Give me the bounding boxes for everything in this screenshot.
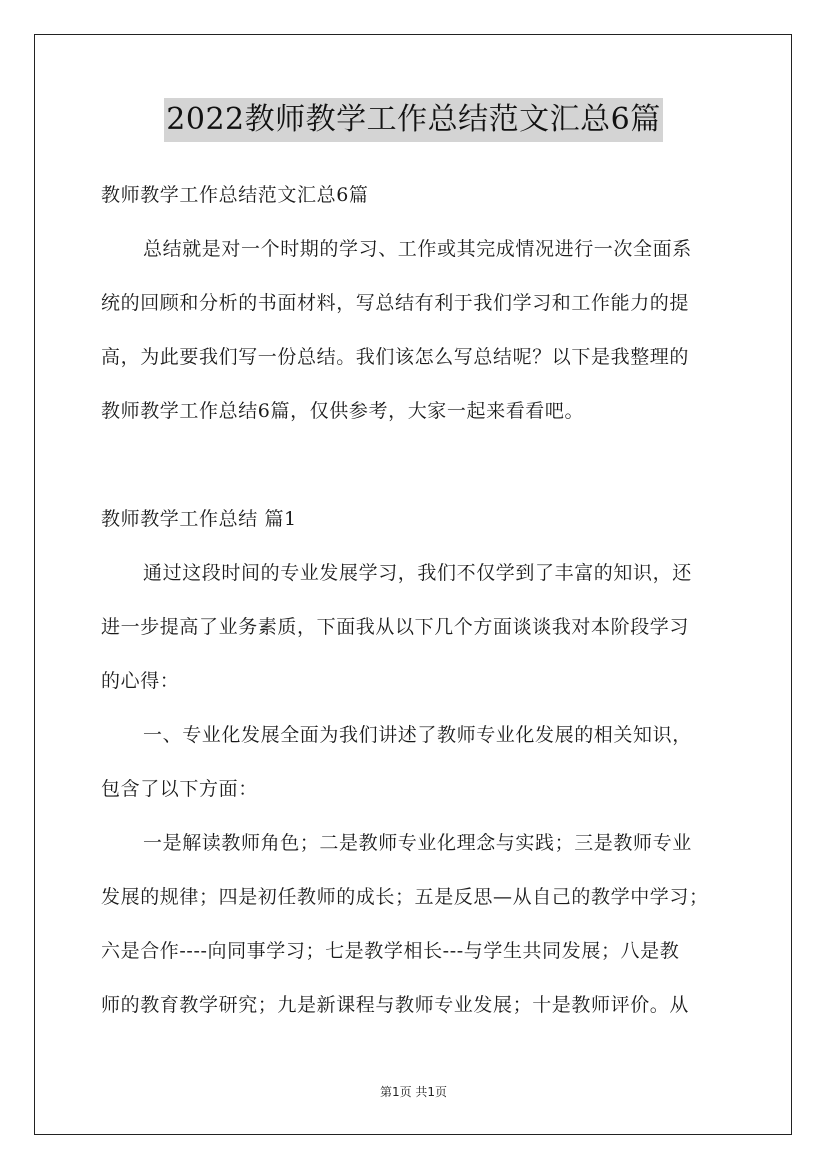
document-body bbox=[101, 168, 731, 1032]
title-container bbox=[0, 98, 827, 142]
document-title: 2022教师教学工作总结范文汇总6篇 bbox=[164, 98, 662, 142]
text-line: 一是解读教师角色；二是教师专业化理念与实践；三是教师专业 bbox=[143, 832, 692, 854]
text-line: 总结就是对一个时期的学习、工作或其完成情况进行一次全面系 bbox=[143, 238, 692, 260]
page-number: 第1页 共1页 bbox=[379, 1085, 448, 1099]
text-line: 六是合作----向同事学习；七是教学相长---与学生共同发展；八是教 bbox=[101, 940, 680, 962]
text-line: 一、专业化发展全面为我们讲述了教师专业化发展的相关知识， bbox=[143, 724, 692, 746]
text-line: 高，为此要我们写一份总结。我们该怎么写总结呢？以下是我整理的 bbox=[101, 346, 690, 368]
page-footer bbox=[0, 1083, 827, 1101]
text-line: 的心得： bbox=[101, 670, 180, 692]
text-line: 教师教学工作总结6篇，仅供参考，大家一起来看看吧。 bbox=[101, 400, 585, 422]
text-line: 包含了以下方面： bbox=[101, 778, 258, 800]
text-line: 通过这段时间的专业发展学习，我们不仅学到了丰富的知识，还 bbox=[143, 562, 692, 584]
section-heading: 教师教学工作总结 篇1 bbox=[101, 508, 297, 530]
text-line: 发展的规律；四是初任教师的成长；五是反思—从自己的教学中学习； bbox=[101, 886, 709, 908]
text-line: 统的回顾和分析的书面材料，写总结有利于我们学习和工作能力的提 bbox=[101, 292, 690, 314]
text-line: 教师教学工作总结范文汇总6篇 bbox=[101, 184, 369, 206]
text-line: 进一步提高了业务素质，下面我从以下几个方面谈谈我对本阶段学习 bbox=[101, 616, 690, 638]
blank-line bbox=[101, 438, 731, 492]
text-line: 师的教育教学研究；九是新课程与教师专业发展；十是教师评价。从 bbox=[101, 994, 690, 1016]
